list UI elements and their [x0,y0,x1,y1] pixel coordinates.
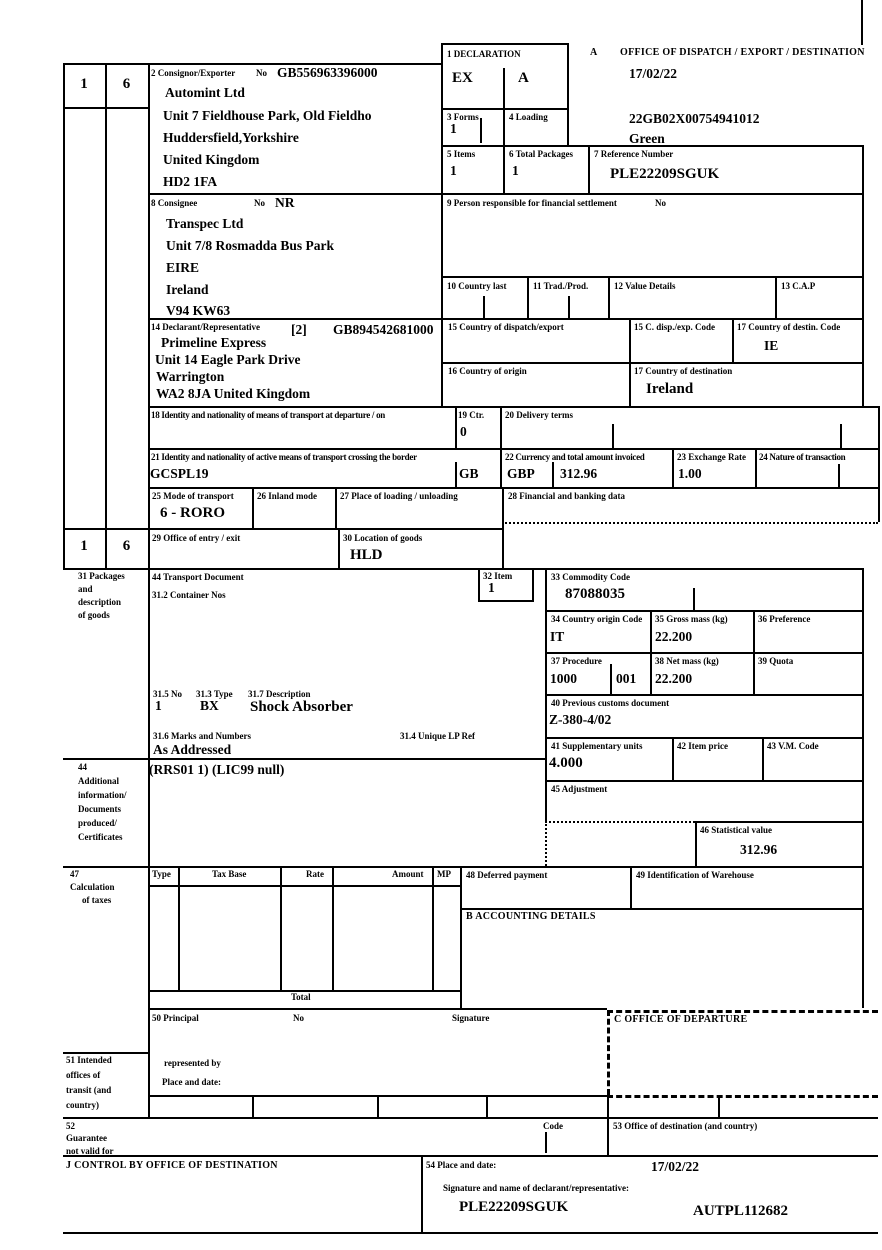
box31-label: description [78,597,122,607]
box16-label: 16 Country of origin [448,366,527,376]
box14-label: 14 Declarant/Representative [151,322,261,332]
box12-label: 12 Value Details [614,281,676,291]
border-line [252,487,254,530]
box8-address-line: EIRE [166,260,200,275]
box52-code-label: Code [543,1121,563,1131]
box22-amount: 312.96 [560,466,598,481]
tax-col-type: Type [152,869,171,879]
box8-address-line: Transpec Ltd [166,216,244,231]
box19-label: 19 Ctr. [458,410,485,420]
box37-label: 37 Procedure [551,656,602,666]
box28-label: 28 Financial and banking data [508,491,626,501]
border-line [732,318,734,362]
border-line [695,821,697,866]
box31-2-container-label: 31.2 Container Nos [152,590,226,600]
box31-7-label: 31.7 Description [248,689,311,699]
box30-value: HLD [350,547,383,563]
box47-label: 47 [70,869,79,879]
border-line [335,487,337,530]
box46-value: 312.96 [740,842,778,857]
box50-place-label: Place and date: [162,1077,221,1087]
box23-value: 1.00 [678,466,702,481]
border-line [755,448,757,487]
border-line [612,424,614,448]
box7-value: PLE22209SGUK [610,166,720,182]
box5-value: 1 [450,163,457,178]
box32-value: 1 [488,580,495,595]
border-line [693,588,695,610]
tax-col-mp: MP [437,869,451,879]
box8-no-label: No [254,198,265,208]
box51-label: offices of [66,1070,101,1080]
border-line [486,1095,488,1117]
border-line [545,1132,547,1153]
border-line [502,487,504,568]
border-line [695,821,862,823]
border-line [377,1095,379,1117]
border-line [545,610,862,612]
box27-label: 27 Place of loading / unloading [340,491,458,501]
box2-eori: GB556963396000 [277,65,378,80]
box19-value: 0 [460,424,467,439]
box37-value1: 1000 [550,671,577,686]
box14-address-line: Warrington [156,369,225,384]
border-line [610,664,612,694]
box14-address-line: Unit 14 Eagle Park Drive [155,352,301,367]
box40-value: Z-380-4/02 [549,712,612,727]
box53-label: 53 Office of destination (and country) [613,1121,758,1131]
box50-represented-label: represented by [164,1058,221,1068]
box35-value: 22.200 [655,629,693,644]
box48-label: 48 Deferred payment [466,870,548,880]
border-line [460,908,862,910]
box38-value: 22.200 [655,671,693,686]
tax-col-tax-base: Tax Base [212,869,247,879]
box8-address-line: Unit 7/8 Rosmadda Bus Park [166,238,335,253]
border-line [148,63,150,1117]
border-line [607,1010,878,1013]
box6-label: 6 Total Packages [509,149,574,159]
section-c-label: C OFFICE OF DEPARTURE [614,1014,748,1025]
border-line [105,63,107,568]
box43-label: 43 V.M. Code [767,741,819,751]
tax-total-label: Total [291,992,311,1002]
box5-label: 5 Items [447,149,476,159]
border-line [862,568,864,866]
box14-eori: GB894542681000 [333,322,434,337]
border-line [63,866,862,868]
box21-label: 21 Identity and nationality of active means of transport crossing the border [151,452,417,462]
box46-label: 46 Statistical value [700,825,772,835]
border-line [63,1155,878,1157]
box17a-label: 17 Country of destin. Code [737,322,841,332]
box3-value: 1 [450,121,457,136]
border-line [862,866,864,1008]
border-line [545,652,862,654]
box41-value: 4.000 [549,755,583,771]
border-line [460,866,462,1008]
box44-label: 44 [78,762,87,772]
border-line [441,276,862,278]
border-line [421,1155,423,1232]
border-line [568,296,570,318]
box51-label: 51 Intended [66,1055,112,1065]
border-line [630,866,632,908]
box31-7-value: Shock Absorber [250,699,353,715]
border-line [148,406,878,408]
box52-label: not valid for [66,1146,114,1156]
border-line [775,276,777,318]
border-line [718,1095,720,1117]
box34-value: IT [550,629,565,644]
box18-label: 18 Identity and nationality of means of transport at departure / on [151,410,385,420]
border-line [838,464,840,487]
border-line [63,528,502,530]
box10-label: 10 Country last [447,281,507,291]
box30-label: 30 Location of goods [343,533,423,543]
border-line [545,737,862,739]
border-line [63,107,148,109]
border-line [552,462,554,487]
border-line [63,1052,148,1054]
border-line [480,118,482,143]
copy-number-6b: 6 [122,538,131,554]
box54-authorisation: AUTPL112682 [693,1203,789,1219]
box2-no-label: No [256,68,267,78]
border-line [63,758,545,760]
border-line [63,1232,878,1234]
box50-signature-label: Signature [452,1013,490,1023]
box39-label: 39 Quota [758,656,794,666]
box21-country: GB [459,466,479,481]
box31-5-value: 1 [155,698,162,713]
box44-transport-doc-label: 44 Transport Document [152,572,244,582]
box15-label: 15 Country of dispatch/export [448,322,564,332]
box31-3-label: 31.3 Type [196,689,233,699]
box17a-value: IE [764,338,779,353]
box32-label: 32 Item [483,571,513,581]
box17-value: Ireland [646,381,694,397]
box33-label: 33 Commodity Code [551,572,630,582]
border-line [545,780,862,782]
border-line [588,145,590,193]
box26-label: 26 Inland mode [257,491,318,501]
border-line [148,448,878,450]
box17-label: 17 Country of destination [634,366,733,376]
box23-label: 23 Exchange Rate [677,452,746,462]
border-line [148,193,862,195]
box8-address-line: Ireland [166,282,209,297]
section-a-prefix: A [590,47,598,58]
box47-label: of taxes [82,895,112,905]
box31-4-label: 31.4 Unique LP Ref [400,731,476,741]
box11-label: 11 Trad./Prod. [533,281,589,291]
box6-value: 1 [512,163,519,178]
box13-label: 13 C.A.P [781,281,816,291]
box44-label: information/ [78,790,127,800]
box44-label: Certificates [78,832,123,842]
box1-type: EX [452,70,473,86]
border-line [527,276,529,318]
border-line [500,406,502,448]
border-line [63,63,441,65]
box7-label: 7 Reference Number [594,149,674,159]
section-a-routing: Green [629,131,665,146]
border-line [148,1008,607,1010]
border-line [672,737,674,780]
border-line [840,424,842,448]
box50-no-label: No [293,1013,304,1023]
box8-address-line: V94 KW63 [166,303,231,318]
border-line [607,1010,610,1095]
border-line [252,1095,254,1117]
border-line [455,406,457,448]
box2-address-line: HD2 1FA [163,174,218,189]
border-line [148,487,878,489]
box51-label: country) [66,1100,99,1110]
box31-6-label: 31.6 Marks and Numbers [153,731,252,741]
border-line [861,0,863,45]
box14-address-line: WA2 8JA United Kingdom [156,386,311,401]
box45-label: 45 Adjustment [551,784,608,794]
box31-label: 31 Packages [78,571,125,581]
box21-value: GCSPL19 [150,466,209,481]
box2-address-line: Huddersfield,Yorkshire [163,130,299,145]
box1-label: 1 DECLARATION [447,49,521,59]
box1-subtype: A [518,70,529,86]
border-line [672,448,674,487]
section-b-label: B ACCOUNTING DETAILS [466,911,596,922]
border-line [441,43,567,45]
border-line [862,145,864,406]
box14-code: [2] [291,322,307,337]
copy-number-1: 1 [80,76,88,92]
box44-label: produced/ [78,818,117,828]
box52-label: Guarantee [66,1133,107,1143]
box40-label: 40 Previous customs document [551,698,670,708]
box25-label: 25 Mode of transport [152,491,234,501]
section-a-mrn: 22GB02X00754941012 [629,111,760,126]
box44-label: Documents [78,804,121,814]
box14-address-line: Primeline Express [161,335,267,350]
border-line [63,1117,878,1119]
tax-col-amount: Amount [392,869,424,879]
box38-label: 38 Net mass (kg) [655,656,719,666]
box31-6-value: As Addressed [153,742,232,757]
box3-label: 3 Forms [447,112,479,122]
border-line [478,600,534,602]
box15a-label: 15 C. disp./exp. Code [634,322,716,332]
box33-value: 87088035 [565,586,625,602]
box31-3-value: BX [200,698,219,713]
border-line [503,68,505,193]
border-line [607,1095,878,1098]
border-line [63,568,862,570]
border-line [567,43,569,145]
box31-label: and [78,584,93,594]
box2-label: 2 Consignor/Exporter [151,68,236,78]
box20-label: 20 Delivery terms [505,410,573,420]
box44-label: Additional [78,776,120,786]
box49-label: 49 Identification of Warehouse [636,870,754,880]
border-line [441,43,443,406]
border-line [545,821,547,866]
box36-label: 36 Preference [758,614,811,624]
border-line [607,1095,609,1155]
box35-label: 35 Gross mass (kg) [655,614,728,624]
box51-label: transit (and [66,1085,112,1095]
box2-address-line: United Kingdom [163,152,260,167]
border-line [148,318,862,320]
box8-no-value: NR [275,195,295,210]
box34-label: 34 Country origin Code [551,614,643,624]
border-line [148,1095,607,1097]
box2-address-line: Automint Ltd [165,85,245,100]
box42-label: 42 Item price [677,741,728,751]
box4-label: 4 Loading [509,112,548,122]
border-line [455,462,457,487]
section-a-label: OFFICE OF DISPATCH / EXPORT / DESTINATION [620,47,865,58]
border-line [545,694,862,696]
border-line [762,737,764,780]
box54-signature-label: Signature and name of declarant/representative: [443,1183,629,1193]
border-line [878,406,880,522]
box54-signature-value: PLE22209SGUK [459,1199,569,1215]
border-line [442,362,862,364]
border-line [148,885,460,887]
section-a-date: 17/02/22 [629,66,678,81]
copy-number-1b: 1 [80,538,88,554]
border-line [338,528,340,568]
border-line [500,448,502,487]
border-line [478,568,480,600]
border-line [441,108,567,110]
box47-label: Calculation [70,882,115,892]
border-line [63,63,65,568]
box50-label: 50 Principal [152,1013,199,1023]
tax-col-rate: Rate [306,869,324,879]
box41-label: 41 Supplementary units [551,741,643,751]
box24-label: 24 Nature of transaction [759,452,846,462]
border-line [545,821,695,823]
border-line [532,568,534,600]
box22-label: 22 Currency and total amount invoiced [505,452,645,462]
box22-currency: GBP [507,466,535,481]
box29-label: 29 Office of entry / exit [152,533,241,543]
border-line [483,296,485,318]
box31-label: of goods [78,610,110,620]
box25-value: 6 - RORO [160,505,225,521]
box52-label: 52 [66,1121,75,1131]
box8-label: 8 Consignee [151,198,198,208]
box2-address-line: Unit 7 Fieldhouse Park, Old Fieldho [163,108,372,123]
border-line [502,522,878,524]
border-line [608,276,610,318]
box9-label: 9 Person responsible for financial settlement [447,198,617,208]
section-j-label: J CONTROL BY OFFICE OF DESTINATION [66,1160,278,1171]
box54-date: 17/02/22 [651,1159,700,1174]
box9-no-label: No [655,198,666,208]
box37-value2: 001 [616,671,637,686]
copy-number-6: 6 [122,76,131,92]
box44-value: (RRS01 1) (LIC99 null) [149,762,285,777]
box31-5-label: 31.5 No [153,689,182,699]
box54-label: 54 Place and date: [426,1160,497,1170]
